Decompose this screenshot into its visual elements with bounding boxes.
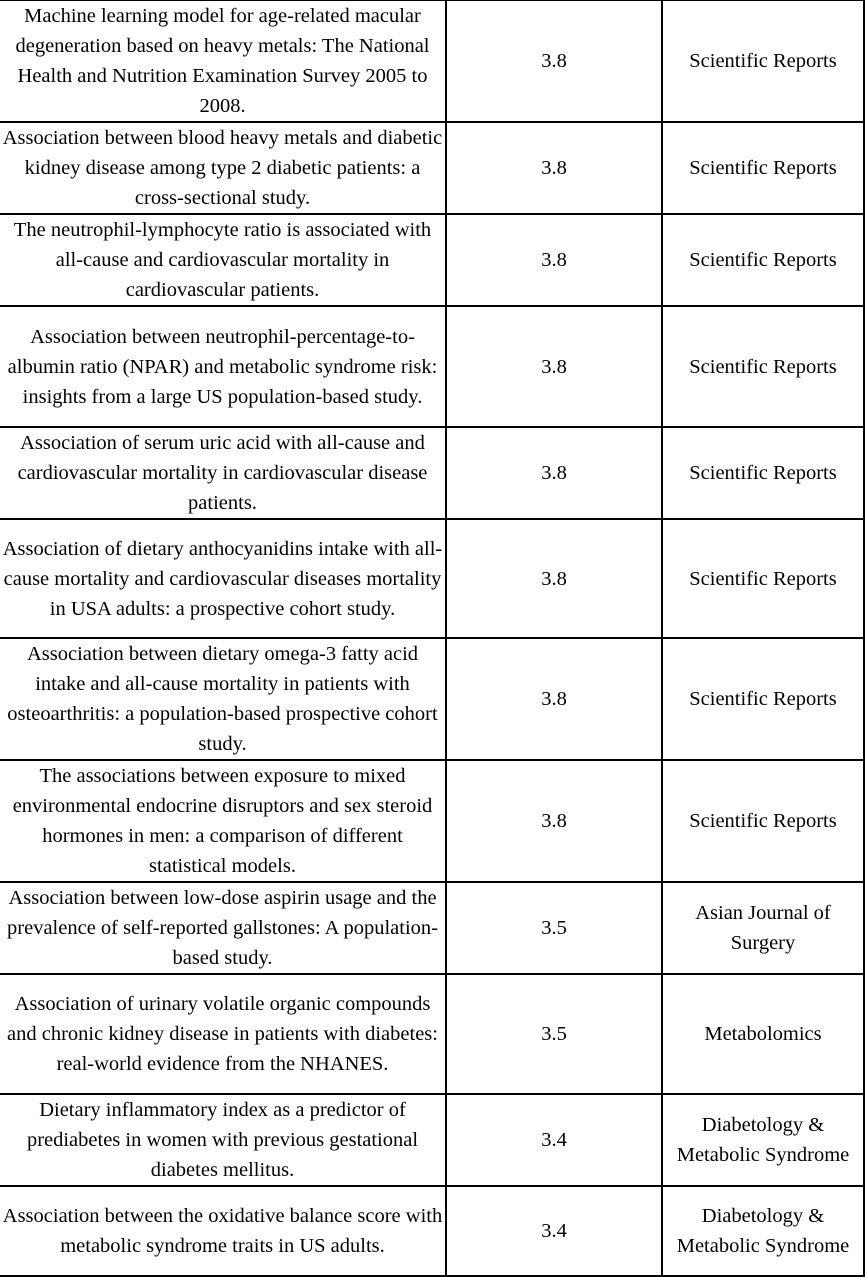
table-row [0, 0, 864, 122]
impact-factor-cell: 3.8 [446, 214, 662, 306]
table-row [0, 122, 864, 214]
table-row [0, 974, 864, 1094]
paper-title-cell: Association between neutrophil-percentage-to-albumin ratio (NPAR) and metabolic syndrome risk: insights from a large US population-based study. [0, 306, 446, 427]
paper-title-cell: Association of serum uric acid with all-cause and cardiovascular mortality in cardiovascular disease patients. [0, 427, 446, 519]
journal-cell: Scientific Reports [662, 519, 864, 638]
paper-title-cell: Association between low-dose aspirin usage and the prevalence of self-reported gallstones: A population-based study. [0, 882, 446, 974]
journal-cell: Scientific Reports [662, 214, 864, 306]
paper-title-cell: Association between dietary omega-3 fatty acid intake and all-cause mortality in patients with osteoarthritis: a population-based prospective cohort study. [0, 638, 446, 760]
table-row [0, 214, 864, 306]
journal-cell: Scientific Reports [662, 0, 864, 122]
paper-title-cell: Association between blood heavy metals and diabetic kidney disease among type 2 diabetic patients: a cross-sectional study. [0, 122, 446, 214]
table-row [0, 306, 864, 427]
journal-cell: Scientific Reports [662, 760, 864, 882]
impact-factor-cell: 3.8 [446, 638, 662, 760]
table-row [0, 760, 864, 882]
impact-factor-cell: 3.4 [446, 1186, 662, 1276]
journal-cell: Scientific Reports [662, 306, 864, 427]
paper-title-cell: The neutrophil-lymphocyte ratio is associated with all-cause and cardiovascular mortality in cardiovascular patients. [0, 214, 446, 306]
paper-title-cell: Dietary inflammatory index as a predictor of prediabetes in women with previous gestational diabetes mellitus. [0, 1094, 446, 1186]
journal-cell: Metabolomics [662, 974, 864, 1094]
journal-cell: Scientific Reports [662, 122, 864, 214]
paper-title-cell: Machine learning model for age-related macular degeneration based on heavy metals: The National Health and Nutrition Examination Survey 2005 to 2008. [0, 0, 446, 122]
impact-factor-cell: 3.8 [446, 122, 662, 214]
paper-title-cell: Association of dietary anthocyanidins intake with all-cause mortality and cardiovascular diseases mortality in USA adults: a prospective cohort study. [0, 519, 446, 638]
table-row [0, 427, 864, 519]
table-row [0, 882, 864, 974]
paper-title-cell: Association between the oxidative balance score with metabolic syndrome traits in US adults. [0, 1186, 446, 1276]
table-row [0, 1094, 864, 1186]
impact-factor-cell: 3.5 [446, 974, 662, 1094]
impact-factor-cell: 3.8 [446, 760, 662, 882]
impact-factor-cell: 3.8 [446, 0, 662, 122]
paper-title-cell: The associations between exposure to mixed environmental endocrine disruptors and sex steroid hormones in men: a comparison of different statistical models. [0, 760, 446, 882]
journal-cell: Diabetology & Metabolic Syndrome [662, 1186, 864, 1276]
journal-cell: Asian Journal of Surgery [662, 882, 864, 974]
impact-factor-cell: 3.4 [446, 1094, 662, 1186]
journal-cell: Diabetology & Metabolic Syndrome [662, 1094, 864, 1186]
table-row [0, 638, 864, 760]
impact-factor-cell: 3.5 [446, 882, 662, 974]
journal-cell: Scientific Reports [662, 638, 864, 760]
journal-cell: Scientific Reports [662, 427, 864, 519]
impact-factor-cell: 3.8 [446, 519, 662, 638]
paper-title-cell: Association of urinary volatile organic compounds and chronic kidney disease in patients with diabetes: real-world evidence from the NHANES. [0, 974, 446, 1094]
impact-factor-cell: 3.8 [446, 427, 662, 519]
table-row [0, 519, 864, 638]
impact-factor-cell: 3.8 [446, 306, 662, 427]
